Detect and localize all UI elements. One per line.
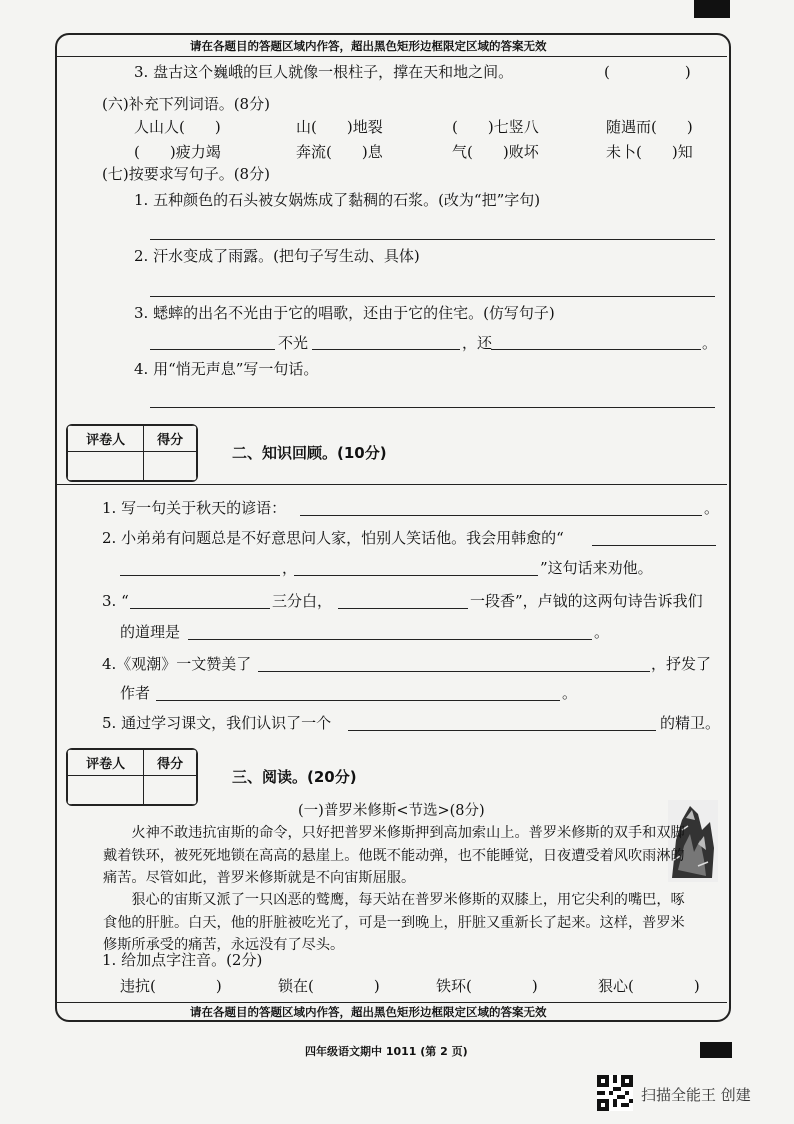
section7-q3-blank1[interactable] (150, 349, 275, 350)
bottom-notice-rule (57, 1002, 727, 1003)
reviewer-cell[interactable] (68, 776, 144, 805)
section7-q1-answer-line[interactable] (150, 239, 715, 240)
passage-title: (一)普罗米修斯<节选>(8分) (298, 803, 485, 819)
passage-paragraph-2: 狠心的宙斯又派了一只凶恶的鹫鹰，每天站在普罗米修斯的双膝上，用它尖利的嘴巴，啄食他的肝脏。白天，他的肝脏被吃光了，可是一到晚上，肝脏又重新长了起来。这样，普罗米修斯所承受的痛苦，永远没有了尽头。 (103, 892, 685, 953)
part2-q3-line2-end: 。 (594, 623, 610, 641)
section7-q1: 1. 五种颜色的石头被女娲炼成了黏稠的石浆。(改为“把”字句) (134, 191, 541, 209)
q5-item3-text: 3. 盘古这个巍峨的巨人就像一根柱子，撑在天和地之间。 (134, 63, 514, 81)
part2-q3-blank1[interactable] (130, 608, 270, 609)
part2-q2-blank2[interactable] (120, 575, 280, 576)
idiom-blank[interactable]: 人山人( ) (134, 118, 221, 136)
section7-q3-blank2[interactable] (312, 349, 460, 350)
q5-item3-answer-paren[interactable]: ( ) (604, 63, 691, 81)
pinyin-blank[interactable]: 狠心( ) (598, 977, 700, 995)
part2-q2-line1: 2. 小弟弟有问题总是不好意思问人家，怕别人笑话他。我会用韩愈的“ (102, 529, 564, 547)
part2-q3-line2: 的道理是 (120, 623, 181, 641)
section7-title: (七)按要求写句子。(8分) (102, 165, 270, 183)
idiom-blank[interactable]: ( )七竖八 (452, 118, 539, 136)
section7-q2: 2. 汗水变成了雨露。(把句子写生动、具体) (134, 247, 420, 265)
section6-title: (六)补充下列词语。(8分) (102, 95, 270, 113)
qr-code-icon (597, 1075, 633, 1111)
part2-q1: 1. 写一句关于秋天的谚语： (102, 499, 287, 517)
part2-q5-end: 的精卫。 (660, 714, 721, 732)
section7-q3-hai: ，还 (462, 334, 493, 352)
part3-q1: 1. 给加点字注音。(2分) (102, 951, 263, 969)
section7-q4-answer-line[interactable] (150, 407, 715, 408)
section7-q2-answer-line[interactable] (150, 296, 715, 297)
pinyin-row (0, 975, 794, 997)
pinyin-blank[interactable]: 铁环( ) (436, 977, 538, 995)
part2-q4-line1: 4.《观潮》一文赞美了 (102, 655, 252, 673)
part2-q3-open: 3. “ (102, 592, 129, 610)
part2-q2-blank1[interactable] (592, 545, 716, 546)
pinyin-blank[interactable]: 锁在( ) (278, 977, 380, 995)
part2-q1-end: 。 (704, 499, 720, 517)
corner-mark-top (694, 0, 730, 18)
page-footer: 四年级语文期中 1011 (第 2 页) (305, 1045, 468, 1058)
part2-q4-blank1[interactable] (258, 671, 650, 672)
part2-q3-end: 一段香”，卢钺的这两句诗告诉我们 (470, 592, 703, 610)
part2-q4-line1-end: ，抒发了 (651, 655, 712, 673)
idiom-blank[interactable]: 山( )地裂 (296, 118, 383, 136)
idiom-blank[interactable]: 随遇而( ) (606, 118, 693, 136)
score-box-part3 (66, 748, 198, 806)
part2-q2-end: ”这句话来劝他。 (540, 559, 653, 577)
part2-q2-comma: ， (282, 559, 298, 577)
top-notice-rule (57, 56, 727, 57)
section6-row1 (0, 116, 794, 138)
section7-q3-buguang: 不光 (278, 334, 309, 352)
part2-q5: 5. 通过学习课文，我们认识了一个 (102, 714, 332, 732)
score-label: 得分 (144, 426, 197, 452)
part2-q4-blank2[interactable] (156, 700, 560, 701)
reviewer-cell[interactable] (68, 452, 144, 481)
part2-q3-mid: 三分白， (272, 592, 333, 610)
part3-title: 三、阅读。(20分) (232, 768, 357, 786)
part2-divider (57, 484, 727, 485)
idiom-blank[interactable]: 未卜( )知 (606, 143, 693, 161)
part2-title: 二、知识回顾。(10分) (232, 444, 387, 462)
corner-mark-bottom (700, 1042, 732, 1058)
part2-q4-line2-end: 。 (562, 684, 578, 702)
section7-q3: 3. 蟋蟀的出名不光由于它的唱歌，还由于它的住宅。(仿写句子) (134, 304, 555, 322)
watermark-text: 扫描全能王 创建 (641, 1086, 751, 1104)
idiom-blank[interactable]: 气( )败坏 (452, 143, 539, 161)
bottom-notice: 请在各题目的答题区域内作答，超出黑色矩形边框限定区域的答案无效 (190, 1005, 547, 1019)
part2-q2-blank3[interactable] (294, 575, 538, 576)
reviewer-label: 评卷人 (68, 750, 144, 776)
reviewer-label: 评卷人 (68, 426, 144, 452)
score-cell[interactable] (144, 452, 197, 481)
pinyin-blank[interactable]: 违抗( ) (120, 977, 222, 995)
part2-q4-line2: 作者 (120, 684, 151, 702)
score-cell[interactable] (144, 776, 197, 805)
section7-q3-blank3[interactable] (491, 349, 701, 350)
score-box-part2 (66, 424, 198, 482)
section7-q3-end: 。 (702, 334, 718, 352)
section7-q4: 4. 用“悄无声息”写一句话。 (134, 360, 319, 378)
section6-row2 (0, 141, 794, 163)
passage-paragraph-1: 火神不敢违抗宙斯的命令，只好把普罗米修斯押到高加索山上。普罗米修斯的双手和双脚戴着铁环，被死死地锁在高高的悬崖上。他既不能动弹，也不能睡觉，日夜遭受着风吹雨淋的痛苦。尽管如此，普罗米修斯就是不向宙斯屈服。 (103, 825, 685, 886)
idiom-blank[interactable]: ( )疲力竭 (134, 143, 221, 161)
part2-q3-blank3[interactable] (188, 639, 592, 640)
top-notice: 请在各题目的答题区域内作答，超出黑色矩形边框限定区域的答案无效 (190, 39, 547, 53)
idiom-blank[interactable]: 奔流( )息 (296, 143, 383, 161)
score-label: 得分 (144, 750, 197, 776)
part2-q3-blank2[interactable] (338, 608, 468, 609)
part2-q1-blank[interactable] (300, 515, 702, 516)
part2-q5-blank[interactable] (348, 730, 656, 731)
